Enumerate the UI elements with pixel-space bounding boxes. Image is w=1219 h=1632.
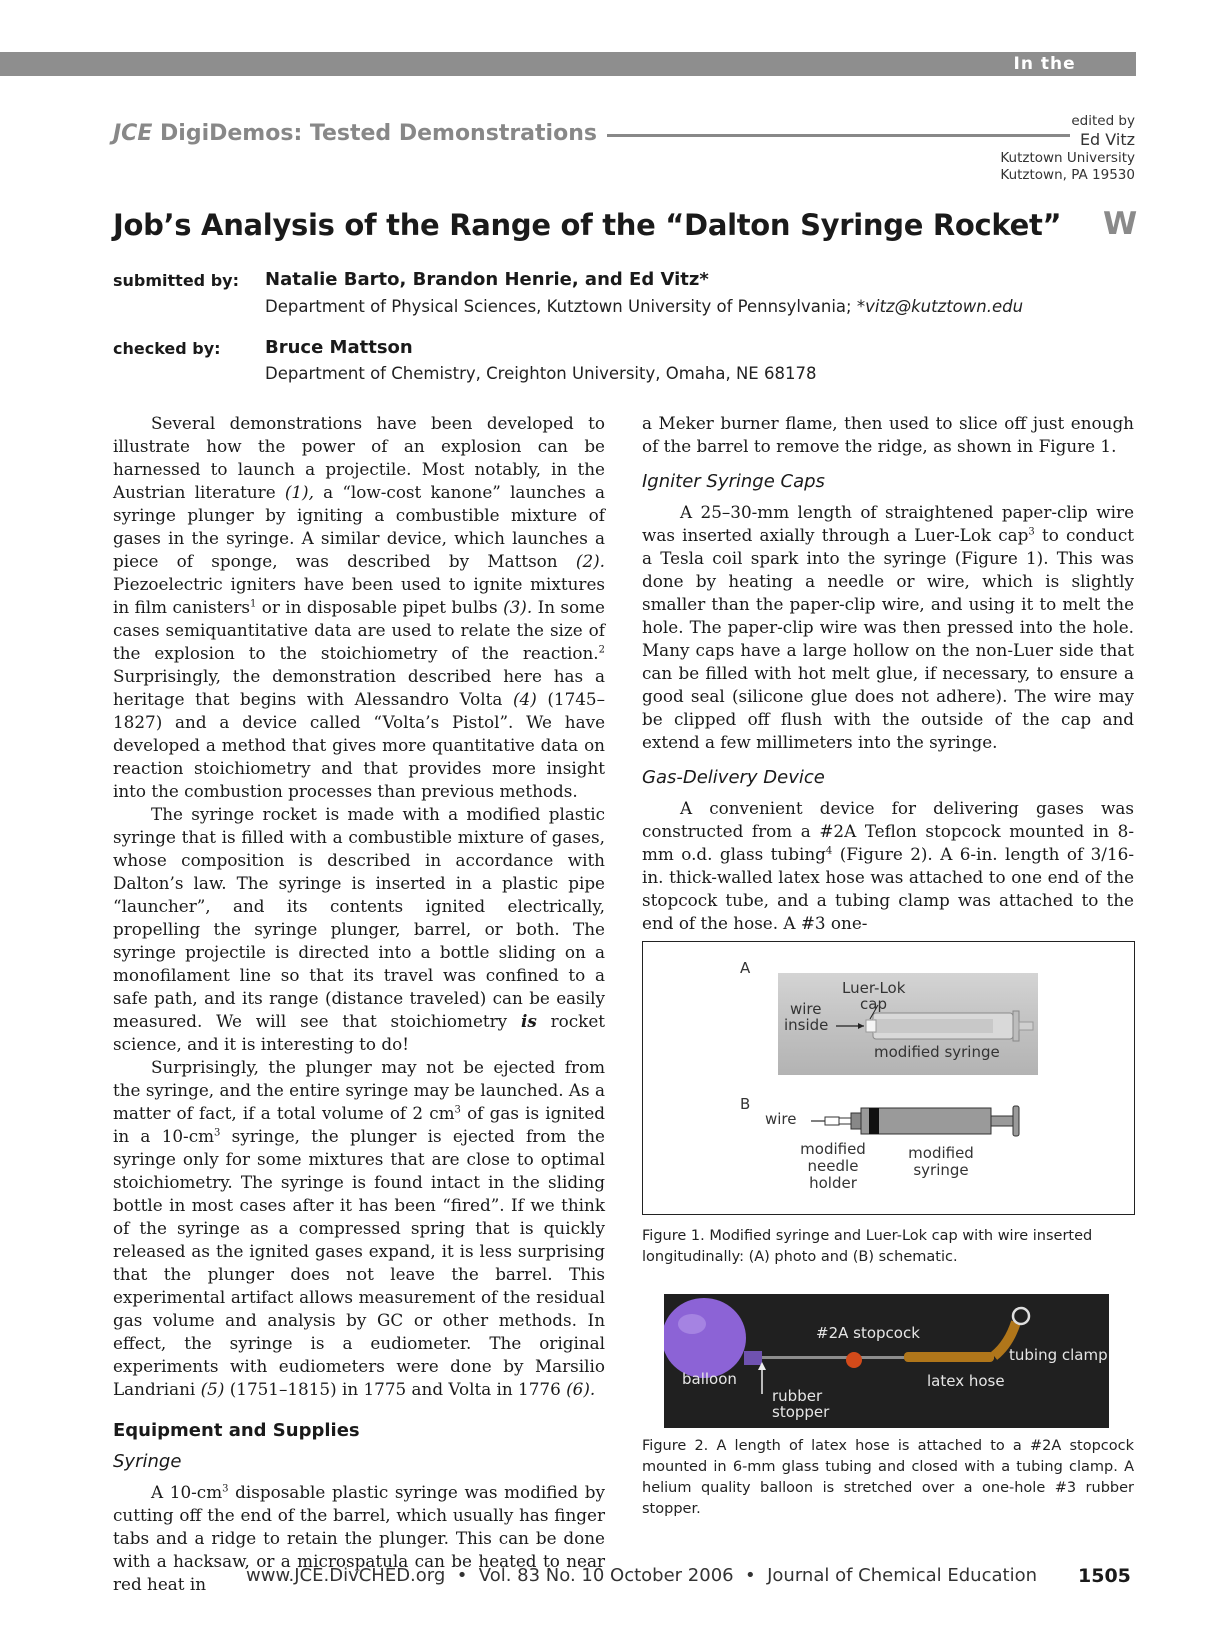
subsection-heading-syringe: Syringe [113, 1451, 182, 1472]
author-email[interactable]: vitz@kutztown.edu [865, 297, 1024, 316]
ref-5[interactable]: (5) [200, 1379, 225, 1399]
submitted-affiliation: Department of Physical Sciences, Kutztown University of Pennsylvania; *vitz@kutztown.edu [265, 297, 1024, 316]
ref-2[interactable]: (2). [575, 551, 605, 571]
editor-affiliation: Kutztown University [1000, 150, 1135, 166]
section-heading-equipment: Equipment and Supplies [113, 1420, 360, 1441]
paragraph-syringe: A $10-cm^3$ disposable plastic syringe was modified by cutting off the end of the barrel, which usually has finger tabs and a ridge to retain the plunger. This can be done with a hacksaw, or a microspatula can be heated to near red heat in [113, 1482, 605, 1594]
section-banner [0, 52, 1136, 96]
label-balloon: balloon [682, 1370, 737, 1388]
checked-affiliation: Department of Chemistry, Creighton University, Omaha, NE 68178 [265, 364, 817, 383]
label-cap: cap [860, 995, 887, 1013]
column-brand: JCE [113, 121, 153, 146]
web-supplement-icon[interactable]: W [1103, 206, 1138, 242]
article-title: Job’s Analysis of the Range of the “Dalton Syringe Rocket” [113, 208, 1062, 242]
paragraph-syringe-rocket: The syringe rocket is made with a modified plastic syringe that is filled with a combustible mixture of gases, whose composition is described in accordance with Dalton’s law. The syringe is inserted in a plastic pipe “launcher”, and its contents ignited electrically, propelling the syringe plunger, barrel, or both. The syringe projectile is directed into a bottle sliding on a monofilament line so that its travel was confined to a safe path, and its range (distance traveled) can be easily measured. We will see that stoichiometry is rocket science, and it is interesting to do! [113, 804, 606, 1054]
paragraph-intro: Several demonstrations have been developed to illustrate how the power of an explosion can be harnessed to launch a projectile. Most notably, in the Austrian literature (1), a “low-cost kanone” launches a syringe plunger by igniting a combustible mixture of gases in the syringe. A similar device, which launches a piece of sponge, was described by Mattson (2). Piezoelectric igniters have been used to ignite mixtures in film canisters$^1$ or in disposable pipet bulbs (3). In some cases semiquantitative data are used to relate the size of the explosion to the stoichiometry of the reaction.$^2$ Surprisingly, the demonstration described here has a heritage that begins with Alessandro Volta (4) (1745–1827) and a device called “Volta’s Pistol”. We have developed a method that gives more quantitative data on reaction stoichiometry and that provides more insight into the combustion processes than previous methods. [113, 413, 606, 801]
ref-1[interactable]: (1), [284, 482, 314, 502]
ref-6[interactable]: (6). [566, 1379, 596, 1399]
figure-2-caption: Figure 2. A length of latex hose is attached to a #2A stopcock mounted in 6-mm glass tubing and closed with a tubing clamp. A helium quality balloon is stretched over a one-hole #3 rubber stopper. [642, 1438, 1134, 1517]
edited-by-label: edited by [1071, 113, 1135, 129]
figure-1-photo [778, 973, 1038, 1075]
paragraph-gas-delivery: A convenient device for delivering gases was constructed from a #2A Teflon stopcock mounted in 8-mm o.d. glass tubing$^4$ (Figure 2). A 6-in. length of 3/16-in. thick-walled latex hose was attached to one end of the stopcock tube, and a tubing clamp was attached to the end of the hose. A #3 one- [642, 798, 1134, 933]
submitted-authors: Natalie Barto, Brandon Henrie, and Ed Vitz* [265, 269, 709, 290]
figure-1 [642, 941, 1135, 1215]
label-needle-holder: modified needle holder [800, 1140, 866, 1192]
label-rubber-stopper: rubber stopper [772, 1387, 830, 1421]
footnote-2[interactable]: 2 [598, 644, 605, 656]
label-luer-lok: Luer-Lok [842, 979, 906, 997]
body-column-left [113, 412, 605, 1596]
ref-3[interactable]: (3). [503, 597, 533, 617]
syringe-schematic [771, 1104, 1031, 1138]
page-footer: www.JCE.DivCHED.org • Vol. 83 No. 10 October 2006 • Journal of Chemical Education [246, 1565, 1037, 1586]
label-modified-syringe: modified syringe [874, 1043, 1000, 1061]
ref-4[interactable]: (4) [512, 689, 537, 709]
subsection-heading-igniter: Igniter Syringe Caps [642, 471, 825, 492]
figure-1-panel-a-label: A [740, 959, 751, 977]
label-wire: wire [790, 1000, 822, 1018]
editor-address: Kutztown, PA 19530 [1000, 167, 1135, 183]
label-inside: inside [784, 1016, 829, 1034]
label-stopcock: #2A stopcock [816, 1324, 920, 1342]
checked-label: checked by: [113, 339, 221, 358]
paragraph-igniter: A 25–30-mm length of straightened paper-clip wire was inserted axially through a Luer-Lok cap$^3$ to conduct a Tesla coil spark into the syringe (Figure 1). This was done by heating a needle or wire, which is slightly smaller than the paper-clip wire, and using it to melt the hole. The paper-clip wire was then pressed into the hole. Many caps have a large hollow on the non-Luer side that can be filled with hot melt glue, if necessary, to ensure a good seal (silicone glue does not adhere). The wire may be clipped off flush with the outside of the cap and extend a few millimeters into the syringe. [642, 502, 1134, 752]
figure-1-panel-b-label: B [740, 1095, 751, 1113]
figure-2-photo [664, 1294, 1109, 1428]
editor-name: Ed Vitz [1079, 130, 1135, 149]
page-number: 1505 [1078, 1565, 1131, 1587]
section-banner-label: In the Classroom [1013, 54, 1122, 96]
paragraph-plunger: Surprisingly, the plunger may not be ejected from the syringe, and the entire syringe may be launched. As a matter of fact, if a total volume of 2 $cm^3$ of gas is ignited in a $10-cm^3$ syringe, the plunger is ejected from the syringe only for some mixtures that are close to optimal stoichiometry. The syringe is found intact in the sliding bottle in most cases after it has been “fired”. If we think of the syringe as a compressed spring that is quickly released as the ignited gases expand, it is less surprising that the plunger does not leave the barrel. This experimental artifact allows measurement of the residual gas volume and analysis by GC or other methods. In effect, the syringe is a eudiometer. The original experiments with eudiometers were done by Marsilio Landriani (5) (1751–1815) in 1775 and Volta in 1776 (6). [113, 1057, 605, 1399]
label-latex-hose: latex hose [927, 1372, 1005, 1390]
body-column-right [642, 412, 1134, 935]
label-syringe-b: modified syringe [908, 1144, 974, 1179]
paragraph-continued: a Meker burner flame, then used to slice off just enough of the barrel to remove the ridge, as shown in Figure 1. [642, 413, 1134, 456]
checked-by-name: Bruce Mattson [265, 337, 413, 358]
subsection-heading-gas-delivery: Gas-Delivery Device [642, 767, 825, 788]
footnote-1[interactable]: 1 [249, 598, 257, 610]
label-wire-b: wire [765, 1110, 797, 1128]
column-name: DigiDemos: Tested Demonstrations [160, 121, 597, 146]
figure-1-caption: Figure 1. Modified syringe and Luer-Lok cap with wire inserted longitudinally: (A) photo and (B) schematic. [642, 1228, 1093, 1265]
label-tubing-clamp: tubing clamp [1009, 1346, 1108, 1364]
editor-block [1000, 113, 1135, 184]
column-title [113, 121, 597, 146]
submitted-label: submitted by: [113, 271, 239, 290]
